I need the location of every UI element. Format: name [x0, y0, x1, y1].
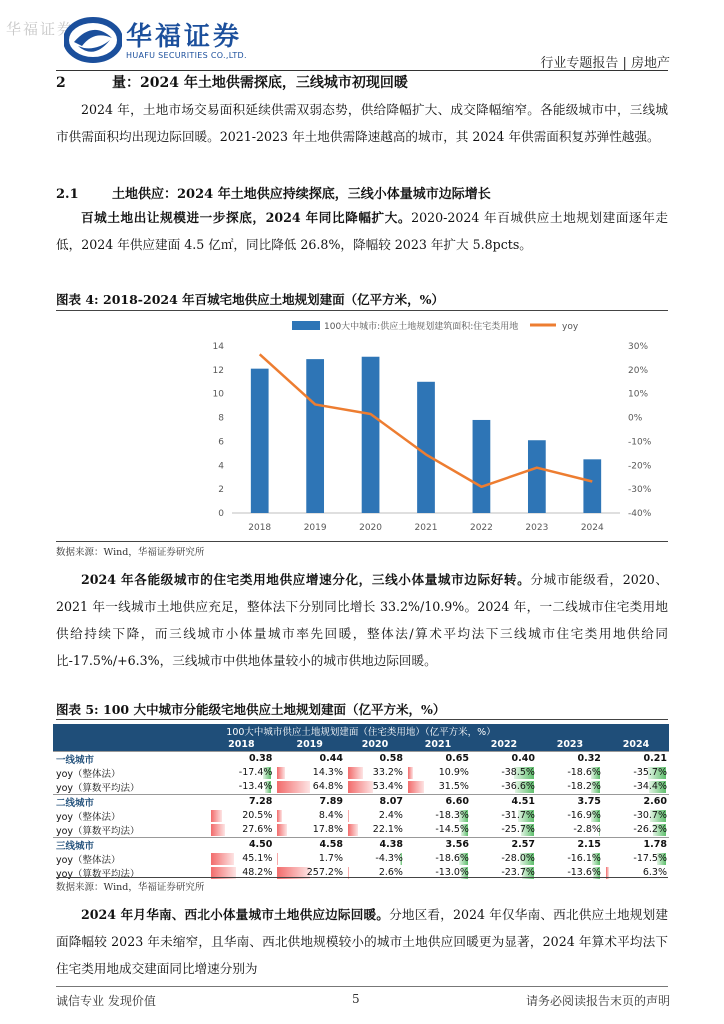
- yoy-value: -31.7%: [501, 810, 535, 821]
- yoy-label: yoy（整体法）: [56, 854, 121, 866]
- yoy-label: yoy（算数平均法）: [56, 782, 140, 794]
- x-tick-label: 2019: [303, 523, 327, 533]
- bar-2018: [251, 369, 269, 513]
- yoy-value: -38.5%: [501, 767, 535, 778]
- yoy-cell: [405, 809, 471, 823]
- yoy-value: -25.7%: [501, 824, 535, 835]
- bar-2023: [528, 440, 546, 513]
- yoy-label: yoy（算数平均法）: [56, 825, 140, 837]
- x-tick-label: 2018: [248, 523, 272, 533]
- right-tick-label: 0%: [628, 413, 643, 424]
- paragraph-3-lead: 2024 年各能级城市的住宅类用地供应增速分化，三线小体量城市边际好转。: [81, 572, 531, 587]
- yoy-value: -4.3%: [375, 853, 403, 864]
- year-header: 2021: [405, 738, 471, 751]
- yoy-cell: [603, 809, 669, 823]
- year-header: 2020: [345, 738, 405, 751]
- yoy-value: -16.9%: [567, 810, 601, 821]
- yoy-value: -28.0%: [501, 853, 535, 864]
- paragraph-2-body: 2020-2024 年百城供应土地规划建面逐年走低，2024 年供应建面 4.5 亿㎡，同比降低 26.8%，降幅较 2023 年扩大 5.8pcts。: [56, 210, 669, 252]
- yoy-value: -2.8%: [573, 824, 601, 835]
- corner-cell: [53, 738, 208, 751]
- figure-5-bottom-rule: [56, 877, 668, 878]
- yoy-cell: [274, 823, 345, 838]
- year-header: 2018: [208, 738, 274, 751]
- databar: [348, 781, 373, 793]
- figure-5-caption: 图表 5: 100 大中城市分能级宅地供应土地规划建面（亿平方米，%）: [56, 702, 446, 717]
- year-header: 2019: [274, 738, 345, 751]
- group-value: 2.60: [603, 794, 669, 809]
- yoy-label: yoy（整体法）: [56, 768, 121, 780]
- databar: [408, 767, 414, 779]
- yoy-value: 48.2%: [242, 867, 273, 878]
- legend-swatch-bar: [292, 321, 320, 330]
- group-value: 4.50: [208, 837, 274, 852]
- yoy-cell: [603, 780, 669, 795]
- yoy-row: [53, 823, 669, 838]
- group-value: 8.07: [345, 794, 405, 809]
- databar: [277, 824, 287, 836]
- yoy-value: 257.2%: [306, 867, 343, 878]
- paragraph-3-body: 分城市能级看，2020、2021 年一线城市土地供应充足，整体法下分别同比增长 33.2%/10.9%。2024 年，一二线城市住宅类用地供给持续下降，而三线城市小体量城市率先回暖，整体法/算术平均法下三线城市住宅类用地供给同比-17.5%/+6.3%，三线城市中供地体量较小的城市供地边际回暖。: [56, 572, 668, 668]
- x-tick-label: 2020: [359, 523, 383, 533]
- yoy-cell: [471, 766, 537, 780]
- right-tick-label: -30%: [628, 485, 652, 496]
- yoy-value: -18.6%: [435, 853, 469, 864]
- yoy-value: 33.2%: [372, 767, 403, 778]
- yoy-cell: [405, 852, 471, 866]
- header-rule: [56, 70, 668, 71]
- group-row: [53, 751, 669, 766]
- yoy-value: -14.5%: [435, 824, 469, 835]
- yoy-cell: [471, 780, 537, 795]
- yoy-cell: [537, 780, 603, 795]
- group-value: 2.57: [471, 837, 537, 852]
- figure-5-table: [53, 724, 669, 880]
- logo-name-en: HUAFU SECURITIES CO.,LTD.: [126, 51, 247, 60]
- footer-rule: [56, 986, 668, 987]
- yoy-value: -34.4%: [633, 781, 667, 792]
- yoy-cell: [471, 852, 537, 866]
- group-value: 3.75: [537, 794, 603, 809]
- yoy-value: 6.3%: [642, 867, 667, 878]
- yoy-row: [53, 766, 669, 780]
- yoy-row: [53, 852, 669, 866]
- report-category: 行业专题报告 | 房地产: [540, 56, 670, 71]
- section-title: 土地供应：2024 年土地供应持续探底，三线小体量城市边际增长: [112, 187, 491, 202]
- x-tick-label: 2021: [414, 523, 438, 533]
- group-value: 4.58: [274, 837, 345, 852]
- group-value: 0.44: [274, 751, 345, 766]
- group-value: 4.51: [471, 794, 537, 809]
- databar: [277, 767, 285, 779]
- yoy-row: [53, 809, 669, 823]
- table-title-row: [53, 724, 669, 738]
- year-header: 2023: [537, 738, 603, 751]
- group-value: 0.40: [471, 751, 537, 766]
- paragraph-4-body: 分地区看，2024 年仅华南、西北供应土地规划建面降幅较 2023 年未缩窄，且华南、西北供地规模较小的城市土地供应回暖更为显著，2024 年算术平均法下住宅类用地成交建面同比增速分别为: [56, 907, 668, 976]
- paragraph-4-lead: 2024 年月华南、西北小体量城市土地供应边际回暖。: [81, 907, 390, 922]
- yoy-value: -13.4%: [238, 781, 273, 792]
- group-value: 4.38: [345, 837, 405, 852]
- watermark: 华福证券: [6, 20, 75, 38]
- right-tick-label: 30%: [628, 342, 649, 352]
- paragraph-2-lead: 百城土地出让规模进一步探底，2024 年同比降幅扩大。: [81, 210, 412, 225]
- right-tick-label: -10%: [628, 437, 652, 448]
- table-title: 100大中城市供应土地规划建面（住宅类用地）（亿平方米，%）: [53, 724, 669, 738]
- company-logo: [64, 14, 264, 66]
- yoy-cell: [208, 766, 274, 780]
- databar: [348, 767, 363, 779]
- yoy-value: -23.7%: [501, 867, 535, 878]
- right-tick-label: 10%: [628, 389, 649, 400]
- group-value: 0.38: [208, 751, 274, 766]
- yoy-value: -18.2%: [567, 781, 601, 792]
- huafu-logo-icon: [64, 16, 122, 64]
- yoy-value: 17.8%: [312, 824, 343, 835]
- yoy-label: yoy（算数平均法）: [56, 868, 140, 880]
- figure-4-chart: [56, 312, 668, 540]
- group-value: 0.21: [603, 751, 669, 766]
- footer-disclaimer: 请务必阅读报告末页的声明: [525, 994, 670, 1008]
- yoy-cell: [345, 852, 405, 866]
- yoy-value: 14.3%: [312, 767, 343, 778]
- group-row: [53, 794, 669, 809]
- yoy-cell: [603, 823, 669, 838]
- section-number: 2.1: [56, 187, 79, 202]
- yoy-value: 27.6%: [242, 824, 273, 835]
- section-title: 量：2024 年土地供需探底，三线城市初现回暖: [112, 75, 408, 91]
- yoy-value: 22.1%: [372, 824, 403, 835]
- figure-4-source: 数据来源：Wind，华福证券研究所: [56, 547, 205, 558]
- yoy-value: -18.3%: [435, 810, 469, 821]
- yoy-value: -30.7%: [633, 810, 667, 821]
- yoy-cell: [471, 823, 537, 838]
- yoy-cell: [274, 809, 345, 823]
- yoy-cell: [208, 809, 274, 823]
- bar-2022: [473, 420, 491, 513]
- legend-label-line: yoy: [562, 322, 579, 332]
- left-tick-label: 12: [212, 365, 224, 376]
- yoy-cell: [405, 766, 471, 780]
- figure-5-top-rule: [56, 719, 668, 720]
- figure-4-top-rule: [56, 310, 668, 311]
- databar: [408, 781, 424, 793]
- legend-label-bar: 100大中城市:供应土地规划建筑面积:住宅类用地: [324, 322, 519, 332]
- group-label: 三线城市: [53, 837, 208, 852]
- databar: [277, 781, 309, 793]
- left-tick-label: 2: [218, 485, 224, 496]
- group-value: 2.15: [537, 837, 603, 852]
- footer-slogan: 诚信专业 发现价值: [56, 994, 156, 1008]
- yoy-cell: [274, 780, 345, 795]
- databar: [348, 824, 358, 836]
- yoy-cell: [274, 852, 345, 866]
- group-value: 0.65: [405, 751, 471, 766]
- yoy-cell: [208, 852, 274, 866]
- yoy-cell: [208, 780, 274, 795]
- section-2-heading: [56, 72, 408, 92]
- paragraph-1: 2024 年，土地市场交易面积延续供需双弱态势，供给降幅扩大、成交降幅缩窄。各能级城市中，三线城市供需面积均出现边际回暖。2021-2023 年土地供需降速越高的城市，其 2024 年供需面积复苏弹性越强。: [56, 102, 668, 144]
- yoy-value: 2.4%: [378, 810, 403, 821]
- figure-4-bottom-rule: [56, 541, 668, 542]
- year-header: 2022: [471, 738, 537, 751]
- bar-2020: [362, 357, 380, 513]
- yoy-value: 2.6%: [378, 867, 403, 878]
- left-tick-label: 0: [218, 509, 224, 519]
- databar: [211, 810, 221, 822]
- yoy-value: 10.9%: [438, 767, 469, 778]
- yoy-value: -17.5%: [633, 853, 667, 864]
- yoy-value: 20.5%: [242, 810, 273, 821]
- yoy-cell: [471, 809, 537, 823]
- figure-4-caption: 图表 4: 2018-2024 年百城宅地供应土地规划建面（亿平方米，%）: [56, 292, 445, 307]
- right-tick-label: 20%: [628, 365, 649, 376]
- group-row: [53, 837, 669, 852]
- bar-2021: [417, 382, 435, 513]
- group-value: 6.60: [405, 794, 471, 809]
- yoy-label: yoy（整体法）: [56, 811, 121, 823]
- yoy-value: -36.6%: [501, 781, 535, 792]
- left-tick-label: 8: [218, 413, 224, 424]
- databar: [211, 824, 225, 836]
- yoy-value: 31.5%: [438, 781, 469, 792]
- page-number: 5: [352, 992, 360, 1006]
- yoy-row: [53, 780, 669, 795]
- yoy-cell: [537, 809, 603, 823]
- yoy-value: -26.2%: [633, 824, 667, 835]
- group-value: 3.56: [405, 837, 471, 852]
- databar: [277, 810, 282, 822]
- yoy-value: 64.8%: [312, 781, 343, 792]
- year-header: 2024: [603, 738, 669, 751]
- yoy-cell: [603, 766, 669, 780]
- yoy-cell: [537, 823, 603, 838]
- group-value: 7.89: [274, 794, 345, 809]
- yoy-value: 45.1%: [242, 853, 273, 864]
- yoy-value: -13.0%: [435, 867, 469, 878]
- left-tick-label: 4: [218, 461, 224, 472]
- yoy-cell: [345, 780, 405, 795]
- paragraph-2: [56, 204, 668, 258]
- paragraph-3: [56, 566, 668, 674]
- yoy-cell: [405, 780, 471, 795]
- figure-5-source: 数据来源：Wind，华福证券研究所: [56, 882, 205, 893]
- yoy-cell: [537, 766, 603, 780]
- databar: [348, 810, 349, 822]
- databar: [277, 853, 278, 865]
- left-tick-label: 14: [212, 342, 224, 352]
- x-tick-label: 2024: [580, 523, 604, 533]
- right-tick-label: -40%: [628, 509, 652, 519]
- bar-2024: [583, 459, 601, 513]
- yoy-value: 53.4%: [372, 781, 403, 792]
- table-year-row: [53, 738, 669, 751]
- group-label: 二线城市: [53, 794, 208, 809]
- yoy-value: -35.7%: [633, 767, 667, 778]
- bar-2019: [306, 359, 324, 513]
- group-value: 1.78: [603, 837, 669, 852]
- group-label: 一线城市: [53, 751, 208, 766]
- yoy-cell: [345, 823, 405, 838]
- left-tick-label: 6: [218, 437, 224, 448]
- yoy-value: -16.1%: [567, 853, 601, 864]
- yoy-cell: [274, 766, 345, 780]
- x-tick-label: 2023: [525, 523, 549, 533]
- yoy-cell: [345, 766, 405, 780]
- right-tick-label: -20%: [628, 461, 652, 472]
- yoy-cell: [537, 852, 603, 866]
- yoy-value: 1.7%: [318, 853, 343, 864]
- group-value: 0.32: [537, 751, 603, 766]
- databar: [211, 853, 234, 865]
- section-2-1-heading: [56, 183, 491, 202]
- yoy-value: -18.6%: [567, 767, 601, 778]
- section-number: 2: [56, 75, 66, 91]
- x-tick-label: 2022: [469, 523, 493, 533]
- group-value: 7.28: [208, 794, 274, 809]
- logo-name-cn: 华福证券: [126, 22, 243, 52]
- paragraph-4: [56, 901, 668, 982]
- yoy-value: -13.6%: [567, 867, 601, 878]
- group-value: 0.58: [345, 751, 405, 766]
- yoy-value: -17.4%: [238, 767, 273, 778]
- yoy-cell: [405, 823, 471, 838]
- yoy-cell: [603, 852, 669, 866]
- yoy-cell: [208, 823, 274, 838]
- left-tick-label: 10: [212, 389, 224, 400]
- yoy-value: 8.4%: [318, 810, 343, 821]
- yoy-cell: [345, 809, 405, 823]
